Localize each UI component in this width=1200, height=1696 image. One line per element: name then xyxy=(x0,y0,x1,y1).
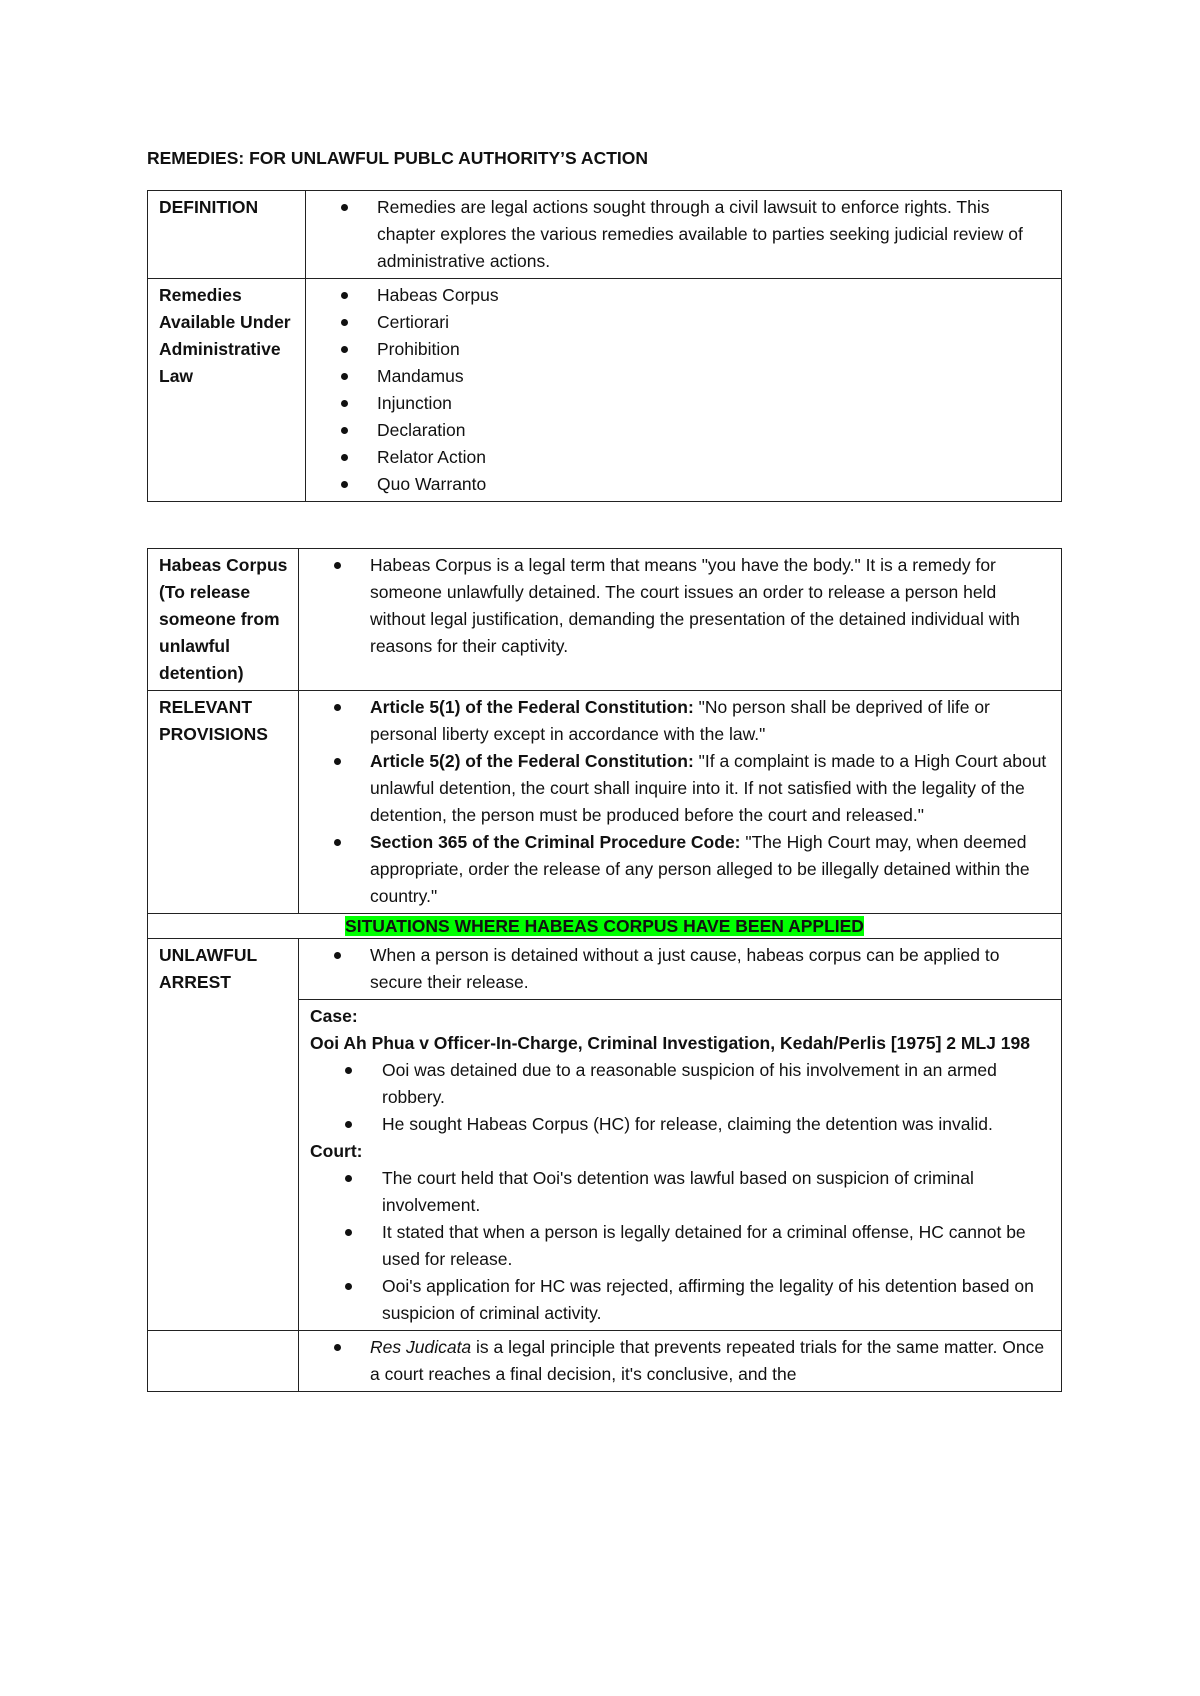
remedy-item: Quo Warranto xyxy=(377,471,1051,498)
habeas-row xyxy=(148,549,1062,691)
case-fact: Ooi was detained due to a reasonable suspicion of his involvement in an armed robbery. xyxy=(382,1057,1051,1111)
provisions-label: RELEVANT PROVISIONS xyxy=(148,691,299,914)
case-facts-list xyxy=(310,1057,1051,1138)
page-title: REMEDIES: FOR UNLAWFUL PUBLC AUTHORITY’S ACTION xyxy=(147,148,649,168)
court-point: The court held that Ooi's detention was lawful based on suspicion of criminal involvement. xyxy=(382,1165,1051,1219)
remedies-label: Remedies Available Under Administrative Law xyxy=(148,279,306,502)
definition-label: DEFINITION xyxy=(148,191,306,279)
provision-ref: Article 5(1) of the Federal Constitution: xyxy=(370,697,694,717)
remedy-item: Declaration xyxy=(377,417,1051,444)
res-judicata-text: is a legal principle that prevents repeated trials for the same matter. Once a court reaches a final decision, it's conclusive, and the xyxy=(370,1337,1045,1384)
case-name: Ooi Ah Phua v Officer-In-Charge, Criminal Investigation, Kedah/Perlis [1975] 2 MLJ 198 xyxy=(310,1033,1030,1053)
remedies-list xyxy=(317,282,1051,498)
habeas-sublabel: (To release someone from unlawful detention) xyxy=(159,582,280,683)
provision-text: "No person shall be deprived of life or personal liberty except in accordance with the law." xyxy=(370,697,990,744)
provision-text: "The High Court may, when deemed appropriate, order the release of any person alleged to be illegally detained within the country." xyxy=(370,832,1030,906)
provision-item xyxy=(370,829,1051,910)
provisions-cell xyxy=(299,691,1062,914)
provision-item xyxy=(370,748,1051,829)
remedies-cell xyxy=(306,279,1062,502)
remedy-item: Mandamus xyxy=(377,363,1051,390)
definition-list xyxy=(317,194,1051,275)
definition-text: Remedies are legal actions sought through a civil lawsuit to enforce rights. This chapter explores the various remedies available to parties seeking judicial review of administrative actions. xyxy=(377,194,1051,275)
definition-cell xyxy=(306,191,1062,279)
court-point: It stated that when a person is legally detained for a criminal offense, HC cannot be used for release. xyxy=(382,1219,1051,1273)
definition-row xyxy=(148,191,1062,279)
case-label: Case: xyxy=(310,1006,358,1026)
res-judicata-cell xyxy=(299,1331,1062,1392)
situations-heading: SITUATIONS WHERE HABEAS CORPUS HAVE BEEN APPLIED xyxy=(345,916,864,936)
habeas-label-cell xyxy=(148,549,299,691)
habeas-corpus-table xyxy=(147,548,1062,1392)
remedy-item: Prohibition xyxy=(377,336,1051,363)
remedies-overview-table xyxy=(147,190,1062,502)
remedy-item: Relator Action xyxy=(377,444,1051,471)
unlawful-arrest-cell xyxy=(299,939,1062,1000)
remedy-item: Certiorari xyxy=(377,309,1051,336)
remedy-item: Habeas Corpus xyxy=(377,282,1051,309)
provision-text: "If a complaint is made to a High Court about unlawful detention, the court shall inquire into it. If not satisfied with the legality of the detention, the person must be produced before the court and released." xyxy=(370,751,1047,825)
res-judicata-item xyxy=(370,1334,1051,1388)
court-label: Court: xyxy=(310,1141,363,1161)
situations-heading-cell xyxy=(148,914,1062,939)
court-point: Ooi's application for HC was rejected, affirming the legality of his detention based on suspicion of criminal activity. xyxy=(382,1273,1051,1327)
provisions-row xyxy=(148,691,1062,914)
situations-heading-row xyxy=(148,914,1062,939)
remedies-row xyxy=(148,279,1062,502)
habeas-label: Habeas Corpus xyxy=(159,555,288,575)
court-points-list xyxy=(310,1165,1051,1327)
habeas-cell xyxy=(299,549,1062,691)
res-judicata-term: Res Judicata xyxy=(370,1337,472,1357)
case-cell xyxy=(299,1000,1062,1331)
unlawful-arrest-row xyxy=(148,939,1062,1000)
unlawful-arrest-text: When a person is detained without a just cause, habeas corpus can be applied to secure their release. xyxy=(370,942,1051,996)
unlawful-arrest-label: UNLAWFUL ARREST xyxy=(148,939,299,1331)
habeas-list xyxy=(310,552,1051,660)
unlawful-arrest-list xyxy=(310,942,1051,996)
remedy-item: Injunction xyxy=(377,390,1051,417)
provisions-list xyxy=(310,694,1051,910)
provision-ref: Section 365 of the Criminal Procedure Code: xyxy=(370,832,741,852)
res-judicata-list xyxy=(310,1334,1051,1388)
habeas-text: Habeas Corpus is a legal term that means "you have the body." It is a remedy for someone unlawfully detained. The court issues an order to release a person held without legal justification, demanding the presentation of the detained individual with reasons for their captivity. xyxy=(370,552,1051,660)
case-fact: He sought Habeas Corpus (HC) for release, claiming the detention was invalid. xyxy=(382,1111,1051,1138)
res-judicata-label-cell xyxy=(148,1331,299,1392)
provision-item xyxy=(370,694,1051,748)
res-judicata-row xyxy=(148,1331,1062,1392)
provision-ref: Article 5(2) of the Federal Constitution: xyxy=(370,751,694,771)
